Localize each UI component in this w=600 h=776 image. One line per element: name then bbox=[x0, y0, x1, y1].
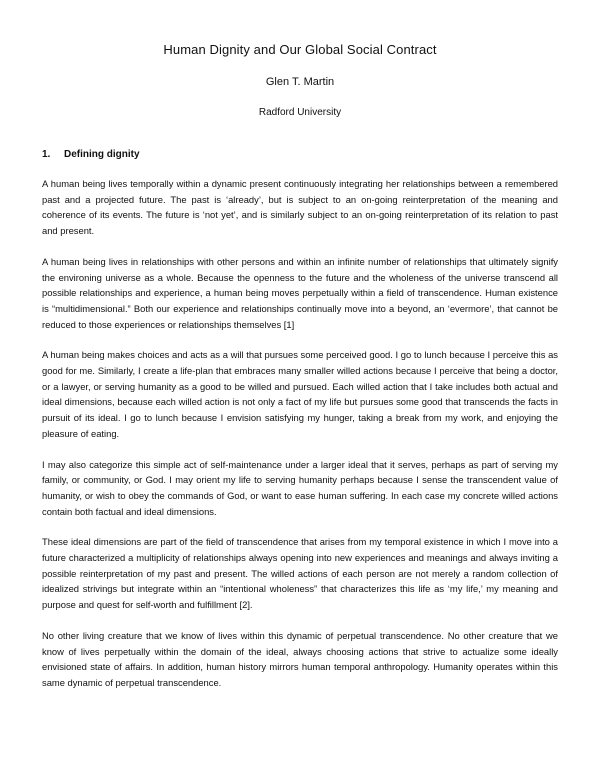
author-name: Glen T. Martin bbox=[265, 76, 335, 88]
paragraph-5: These ideal dimensions are part of the field of transcendence that arises from my temporal existence in which I move into a future characterized a multiplicity of relationships always opening into new experiences and meanings and always inviting a possible reinterpretation of my past and present. The willed actions of each person are not merely a random collection of idealized strivings but integrate within an “intentional wholeness” that characterizes this life as ‘my life,’ my meaning and purpose and quest for self-worth and fulfillment [2]. bbox=[42, 536, 558, 611]
section-title: Defining dignity bbox=[64, 149, 140, 160]
paragraph-1: A human being lives temporally within a dynamic present continuously integrating her relationships between a remembered past and a projected future. The past is ‘already’, but is subject to an on-going reinterpretation of the meaning and coherence of its events. The future is ‘not yet’, and is similarly subject to an on-going reinterpretation of its relation to past and present. bbox=[42, 178, 558, 237]
section-number: 1. bbox=[42, 149, 51, 160]
section-heading bbox=[42, 149, 558, 160]
paragraph-4: I may also categorize this simple act of self-maintenance under a larger ideal that it serves, perhaps as part of serving my family, or community, or God. I may orient my life to serving humanity perhaps because I sense the transcendent value of humanity, or wish to obey the commands of God, or want to ease human suffering. In each case my concrete willed actions contain both factual and ideal dimensions. bbox=[42, 458, 558, 517]
paragraph-2: A human being lives in relationships with other persons and within an infinite number of relationships that ultimately signify the environing universe as a whole. Because the openness to the future and the wholeness of the universe transcend all possible relationships and experience, a human being moves perpetually within a field of transcendence. Human existence is “multidimensional.” Both our experience and relationships continually move into a beyond, an ‘evermore’, that cannot be reduced to those experiences or relationships themselves [1] bbox=[42, 255, 558, 330]
paragraph-6: No other living creature that we know of lives within this dynamic of perpetual transcendence. No other creature that we know of lives perpetually within the domain of the ideal, always choosing actions that strive to actualize some ideally envisioned state of affairs. In addition, human history mirrors human temporal anthropology. Humanity operates within this same dynamic of perpetual transcendence. bbox=[42, 629, 558, 688]
author-affiliation: Radford University bbox=[258, 107, 342, 118]
paragraph-3: A human being makes choices and acts as a will that pursues some perceived good. I go to lunch because I perceive this as good for me. Similarly, I create a life-plan that embraces many smaller willed actions because I perceive that being a doctor, or a lawyer, or serving humanity as a good to be willed and pursued. Each willed action that I take includes both actual and ideal dimensions, because each willed action is not only a fact of my life but pursues some good that transcends the facts in pursuit of its ideal. I go to lunch because I envision satisfying my hunger, taking a break from my work, and enjoying the pleasure of eating. bbox=[42, 349, 558, 439]
document-title: Human Dignity and Our Global Social Contract bbox=[163, 42, 437, 57]
